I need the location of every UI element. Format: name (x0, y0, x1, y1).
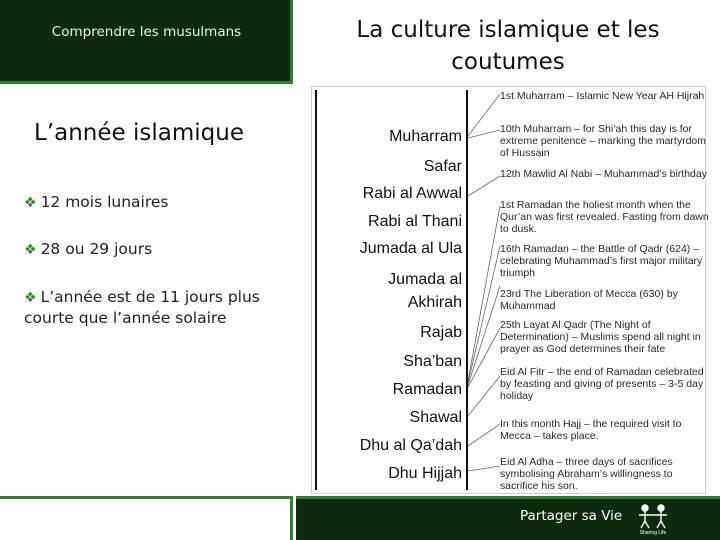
month-label: Rabi al Thani (368, 213, 462, 230)
footer-left (0, 496, 293, 540)
bullet-item (24, 192, 169, 213)
calendar-note: 1st Muharram – Islamic New Year AH Hijrah (500, 90, 705, 102)
month-label: Muharram (389, 128, 462, 145)
month-label: Akhirah (407, 294, 462, 311)
month-label: Rabi al Awwal (362, 185, 462, 202)
month-label: Safar (423, 158, 462, 175)
month-label: Dhu Hijjah (388, 465, 462, 482)
month-label: Dhu al Qa’dah (359, 437, 462, 454)
calendar-note: Eid Al Fitr – the end of Ramadan celebrated by feasting and giving of presents – 3-5 day holiday (500, 366, 704, 402)
slide-title (296, 14, 720, 78)
calendar-note: 10th Muharram – for Shi’ah this day is for extreme penitence – marking the martyrdom of Hussain (500, 123, 707, 159)
diamond-bullet-icon: ❖ (24, 195, 37, 211)
calendar-note: In this month Hajj – the required visit to Mecca – takes place. (500, 418, 682, 442)
bullet-item (24, 239, 152, 260)
month-label: Shawal (409, 409, 462, 426)
calendar-left-border (315, 90, 317, 490)
slide-title-line2: coutumes (451, 49, 565, 75)
footer-text: Partager sa Vie (520, 508, 623, 524)
month-label: Sha’ban (403, 353, 462, 370)
calendar-note: 16th Ramadan – the Battle of Qadr (624) – celebrating Muhammad’s first major military triumph (500, 243, 703, 279)
calendar-note: 25th Layat Al Qadr (The Night of Determination) – Muslims spend all night in prayer as God determines their fate (500, 319, 701, 355)
bullet-item (24, 287, 294, 328)
bullet-text: 12 mois lunaires (40, 193, 169, 211)
month-label: Jumada al (388, 271, 462, 288)
diamond-bullet-icon: ❖ (24, 242, 37, 258)
title-area (296, 0, 720, 84)
diamond-bullet-icon: ❖ (24, 290, 37, 306)
section-title: L’année islamique (34, 120, 244, 146)
bullet-text: 28 ou 29 jours (40, 240, 153, 258)
sharing-life-logo-icon (636, 503, 670, 535)
series-header (0, 0, 293, 84)
calendar-note: Eid Al Adha – three days of sacrifices symbolising Abraham’s willingness to sacrifice his son. (500, 456, 673, 492)
month-label: Ramadan (392, 381, 462, 398)
bullet-text: L’année est de 11 jours plus courte que l’année solaire (24, 288, 260, 327)
series-title: Comprendre les musulmans (51, 24, 242, 40)
calendar-note: 1st Ramadan the holiest month when the Qur’an was first revealed. Fasting from dawn to dusk. (500, 199, 709, 235)
logo-caption: Sharing Life (639, 530, 667, 535)
month-label: Jumada al Ula (359, 240, 462, 257)
calendar-note: 12th Mawlid Al Nabi – Muhammad’s birthday (500, 168, 707, 180)
slide-title-line1: La culture islamique et les (356, 17, 660, 43)
month-label: Rajab (420, 324, 462, 341)
calendar-note: 23rd The Liberation of Mecca (630) by Muhammad (500, 288, 678, 312)
